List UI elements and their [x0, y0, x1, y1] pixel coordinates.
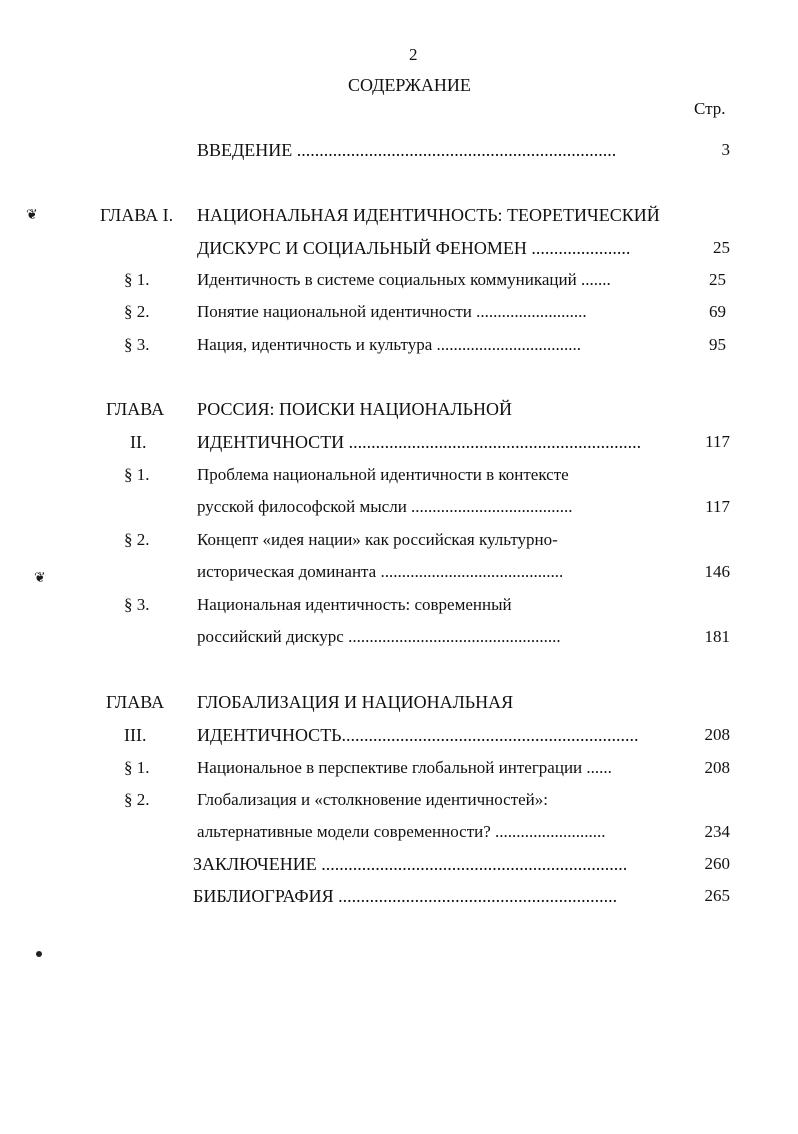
ch2-sec3-page: 181 — [704, 627, 730, 646]
ch1-sec1-text: Идентичность в системе социальных коммуникаций ....... — [197, 270, 611, 289]
ch3-sec1-text: Национальное в перспективе глобальной интеграции ...... — [197, 758, 612, 777]
ch1-sec2-page: 69 — [709, 302, 726, 321]
ch2-sec3-text-1: Национальная идентичность: современный — [197, 595, 512, 614]
page-number: 2 — [409, 45, 418, 64]
ch3-sec2-page: 234 — [704, 822, 730, 841]
toc-conclusion-page: 260 — [704, 854, 730, 873]
ch1-sec3-text: Нация, идентичность и культура .................................. — [197, 335, 582, 354]
ch1-sec3-num: § 3. — [124, 335, 150, 354]
chapter-3-page: 208 — [704, 725, 730, 744]
ch3-sec1-num: § 1. — [124, 758, 150, 777]
chapter-2-title-1: РОССИЯ: ПОИСКИ НАЦИОНАЛЬНОЙ — [197, 399, 513, 419]
ch1-sec2-text: Понятие национальной идентичности .......................... — [197, 302, 587, 321]
ch2-sec2-num: § 2. — [124, 530, 150, 549]
ch3-sec2-num: § 2. — [124, 790, 150, 809]
scan-mark-2: ❦ — [34, 571, 46, 586]
ch3-sec2-text-2: альтернативные модели современности? .......................... — [197, 822, 606, 841]
chapter-3-label-1: ГЛАВА — [106, 692, 165, 712]
ch2-sec1-text-1: Проблема национальной идентичности в контексте — [197, 465, 569, 484]
chapter-3-label-2: III. — [124, 725, 147, 745]
chapter-2-label-2: II. — [130, 432, 147, 452]
chapter-1-label: ГЛАВА I. — [100, 205, 174, 225]
toc-intro: ВВЕДЕНИЕ ....................................................................... — [197, 140, 617, 160]
ch2-sec1-text-2: русской философской мысли ...................................... — [197, 497, 573, 516]
toc-bibliography: БИБЛИОГРАФИЯ .............................................................. — [193, 886, 618, 906]
ch2-sec2-text-1: Концепт «идея нации» как российская культурно- — [197, 530, 558, 549]
ch1-sec1-num: § 1. — [124, 270, 150, 289]
chapter-2-title-2: ИДЕНТИЧНОСТИ ................................................................. — [197, 432, 642, 452]
page-title: СОДЕРЖАНИЕ — [348, 75, 471, 95]
chapter-2-label-1: ГЛАВА — [106, 399, 165, 419]
ch1-sec3-page: 95 — [709, 335, 726, 354]
ch2-sec3-text-2: российский дискурс .................................................. — [197, 627, 561, 646]
ch1-sec2-num: § 2. — [124, 302, 150, 321]
scan-mark-1: ❦ — [26, 208, 38, 223]
ch1-sec1-page: 25 — [709, 270, 726, 289]
chapter-3-title-2: ИДЕНТИЧНОСТЬ.................................................................. — [197, 725, 639, 745]
ch2-sec1-num: § 1. — [124, 465, 150, 484]
ch2-sec3-num: § 3. — [124, 595, 150, 614]
toc-intro-page: 3 — [721, 140, 730, 159]
ch3-sec2-text-1: Глобализация и «столкновение идентичностей»: — [197, 790, 548, 809]
toc-conclusion: ЗАКЛЮЧЕНИЕ .................................................................... — [193, 854, 628, 874]
chapter-1-title-2: ДИСКУРС И СОЦИАЛЬНЫЙ ФЕНОМЕН ...................... — [197, 238, 631, 258]
toc-bibliography-page: 265 — [704, 886, 730, 905]
chapter-1-title-1: НАЦИОНАЛЬНАЯ ИДЕНТИЧНОСТЬ: ТЕОРЕТИЧЕСКИЙ — [197, 205, 660, 225]
chapter-2-page: 117 — [705, 432, 730, 451]
chapter-1-page: 25 — [713, 238, 730, 257]
chapter-3-title-1: ГЛОБАЛИЗАЦИЯ И НАЦИОНАЛЬНАЯ — [197, 692, 514, 712]
ch2-sec2-page: 146 — [704, 562, 730, 581]
ch2-sec1-page: 117 — [705, 497, 730, 516]
ch2-sec2-text-2: историческая доминанта ........................................... — [197, 562, 564, 581]
page-column-header: Стр. — [694, 99, 726, 118]
scan-mark-3 — [36, 951, 42, 957]
ch3-sec1-page: 208 — [704, 758, 730, 777]
